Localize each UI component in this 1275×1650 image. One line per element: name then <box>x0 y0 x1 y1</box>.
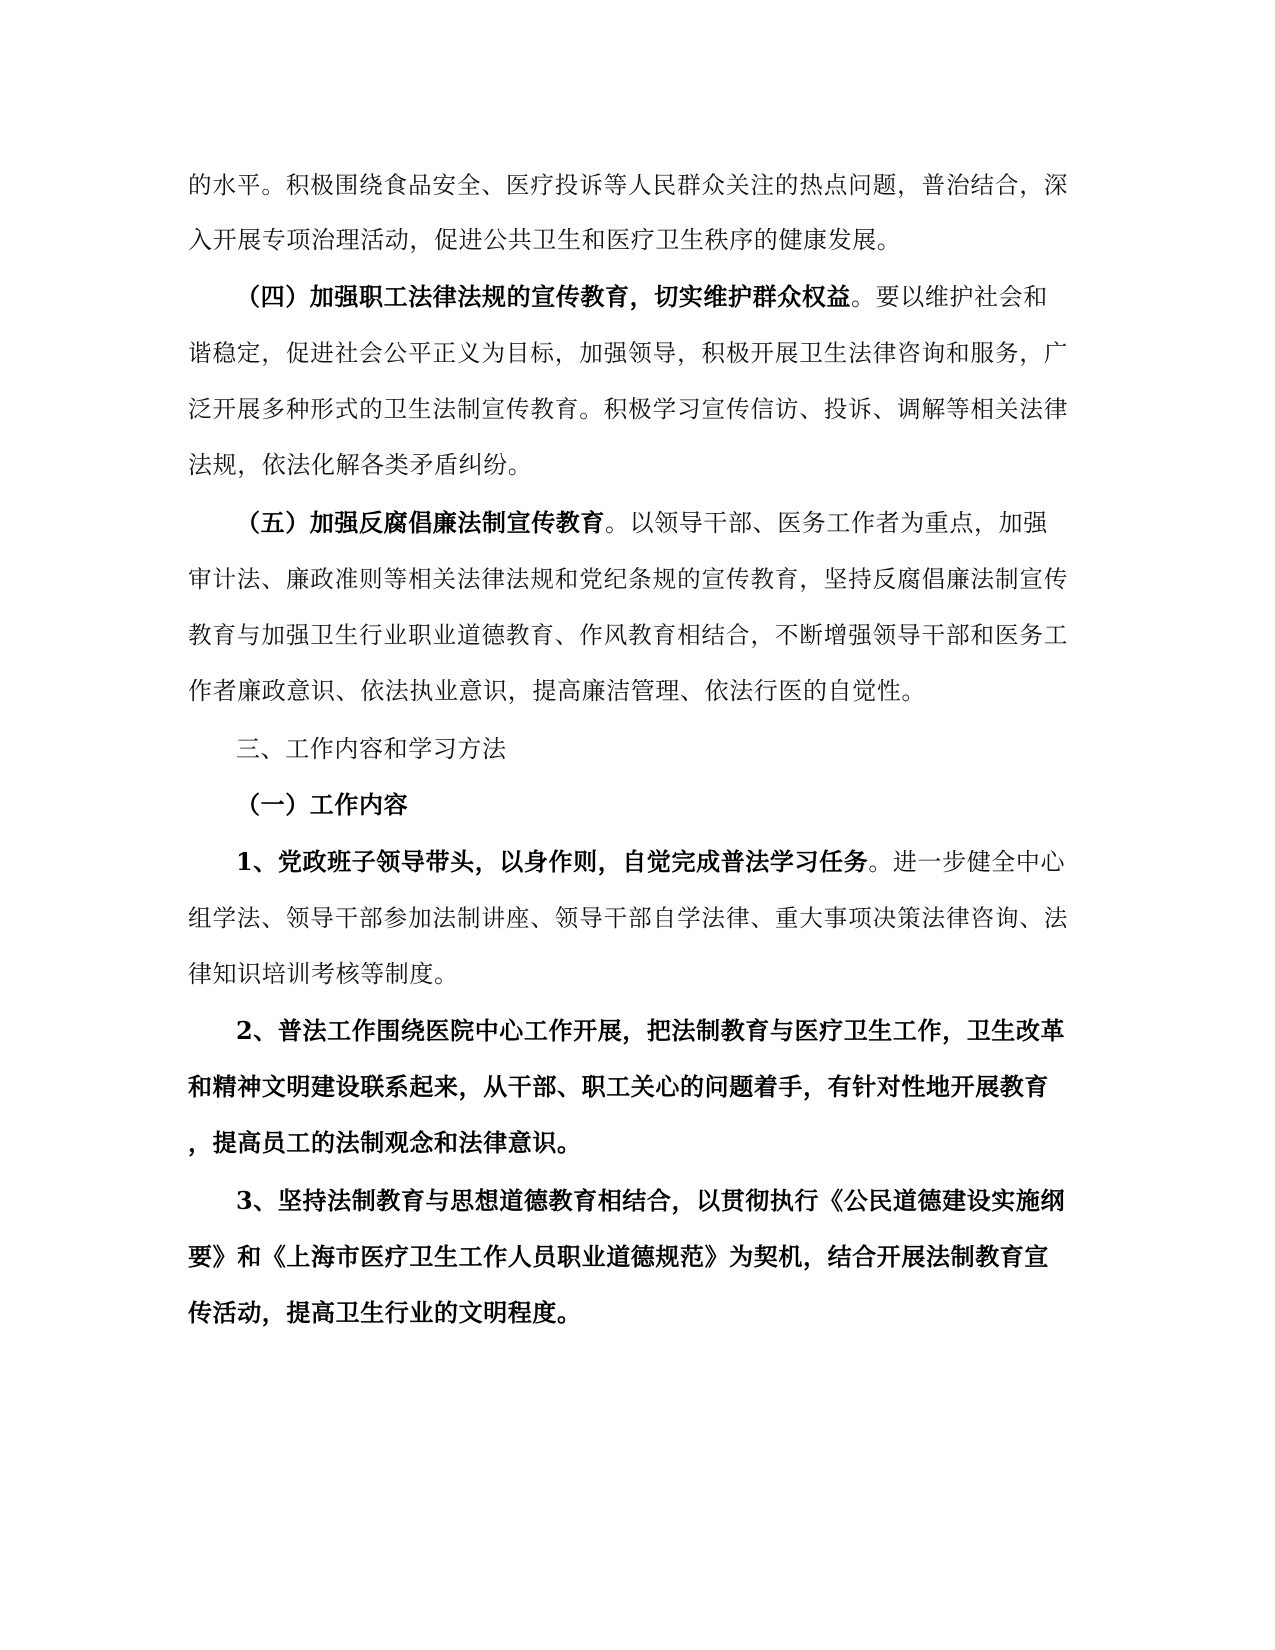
text-run: （一）工作内容 <box>236 790 409 819</box>
item-three-line-1 <box>236 1181 1116 1221</box>
text-run: 的水平。积极围绕食品安全、医疗投诉等人民群众关注的热点问题，普治结合，深 <box>188 171 1068 199</box>
text-run: 泛开展多种形式的卫生法制宣传教育。积极学习宣传信访、投诉、调解等相关法律 <box>188 395 1068 423</box>
text-run: 审计法、廉政准则等相关法律法规和党纪条规的宣传教育，坚持反腐倡廉法制宣传 <box>188 565 1068 593</box>
text-line-2 <box>188 220 1068 260</box>
text-run: 3、坚持法制教育与思想道德教育相结合，以贯彻执行《公民道德建设实施纲 <box>236 1186 1066 1215</box>
text-run: 三、工作内容和学习方法 <box>236 735 507 763</box>
text-run: 教育与加强卫生行业职业道德教育、作风教育相结合，不断增强领导干部和医务工 <box>188 621 1068 649</box>
text-run: 2、普法工作围绕医院中心工作开展，把法制教育与医疗卫生工作，卫生改革 <box>236 1016 1066 1045</box>
text-line-1 <box>188 165 1068 205</box>
text-line-15 <box>188 954 1068 994</box>
text-run: 和精神文明建设联系起来，从干部、职工关心的问题着手，有针对性地开展教育 <box>188 1072 1049 1101</box>
text-line-5 <box>188 389 1068 429</box>
section-five-heading-line <box>236 503 1116 543</box>
text-run: 法规，依法化解各类矛盾纠纷。 <box>188 451 533 479</box>
text-run: 。以领导干部、医务工作者为重点，加强 <box>605 509 1048 537</box>
text-line-8 <box>188 559 1068 599</box>
text-line-14 <box>188 898 1068 938</box>
text-run: 传活动，提高卫生行业的文明程度。 <box>188 1298 582 1327</box>
subsection-one-heading <box>236 785 1116 825</box>
item-two-line-3 <box>188 1123 1068 1163</box>
text-line-4 <box>188 333 1068 373</box>
item-three-line-2 <box>188 1237 1068 1277</box>
text-run: ，提高员工的法制观念和法律意识。 <box>188 1128 582 1157</box>
text-run: 谐稳定，促进社会公平正义为目标，加强领导，积极开展卫生法律咨询和服务，广 <box>188 339 1068 367</box>
item-one-heading: 1、党政班子领导带头，以身作则，自觉完成普法学习任务 <box>236 847 869 876</box>
text-run: 。要以维护社会和 <box>851 283 1048 311</box>
item-three-line-3 <box>188 1293 1068 1333</box>
text-line-9 <box>188 615 1068 655</box>
item-one-heading-line <box>236 842 1116 882</box>
text-run: 组学法、领导干部参加法制讲座、领导干部自学法律、重大事项决策法律咨询、法 <box>188 904 1068 932</box>
section-four-heading-line <box>236 277 1116 317</box>
section-five-heading: （五）加强反腐倡廉法制宣传教育 <box>236 508 605 537</box>
text-run: 。进一步健全中心 <box>868 848 1066 876</box>
item-two-line-2 <box>188 1067 1068 1107</box>
text-run: 要》和《上海市医疗卫生工作人员职业道德规范》为契机，结合开展法制教育宣 <box>188 1242 1049 1271</box>
item-two-line-1 <box>236 1011 1116 1051</box>
text-run: 律知识培训考核等制度。 <box>188 960 459 988</box>
section-four-heading: （四）加强职工法律法规的宣传教育，切实维护群众权益 <box>236 282 851 311</box>
section-three-heading <box>236 729 1116 769</box>
text-line-10 <box>188 671 1068 711</box>
text-run: 入开展专项治理活动，促进公共卫生和医疗卫生秩序的健康发展。 <box>188 226 902 254</box>
text-run: 作者廉政意识、依法执业意识，提高廉洁管理、依法行医的自觉性。 <box>188 677 926 705</box>
text-line-6 <box>188 445 1068 485</box>
